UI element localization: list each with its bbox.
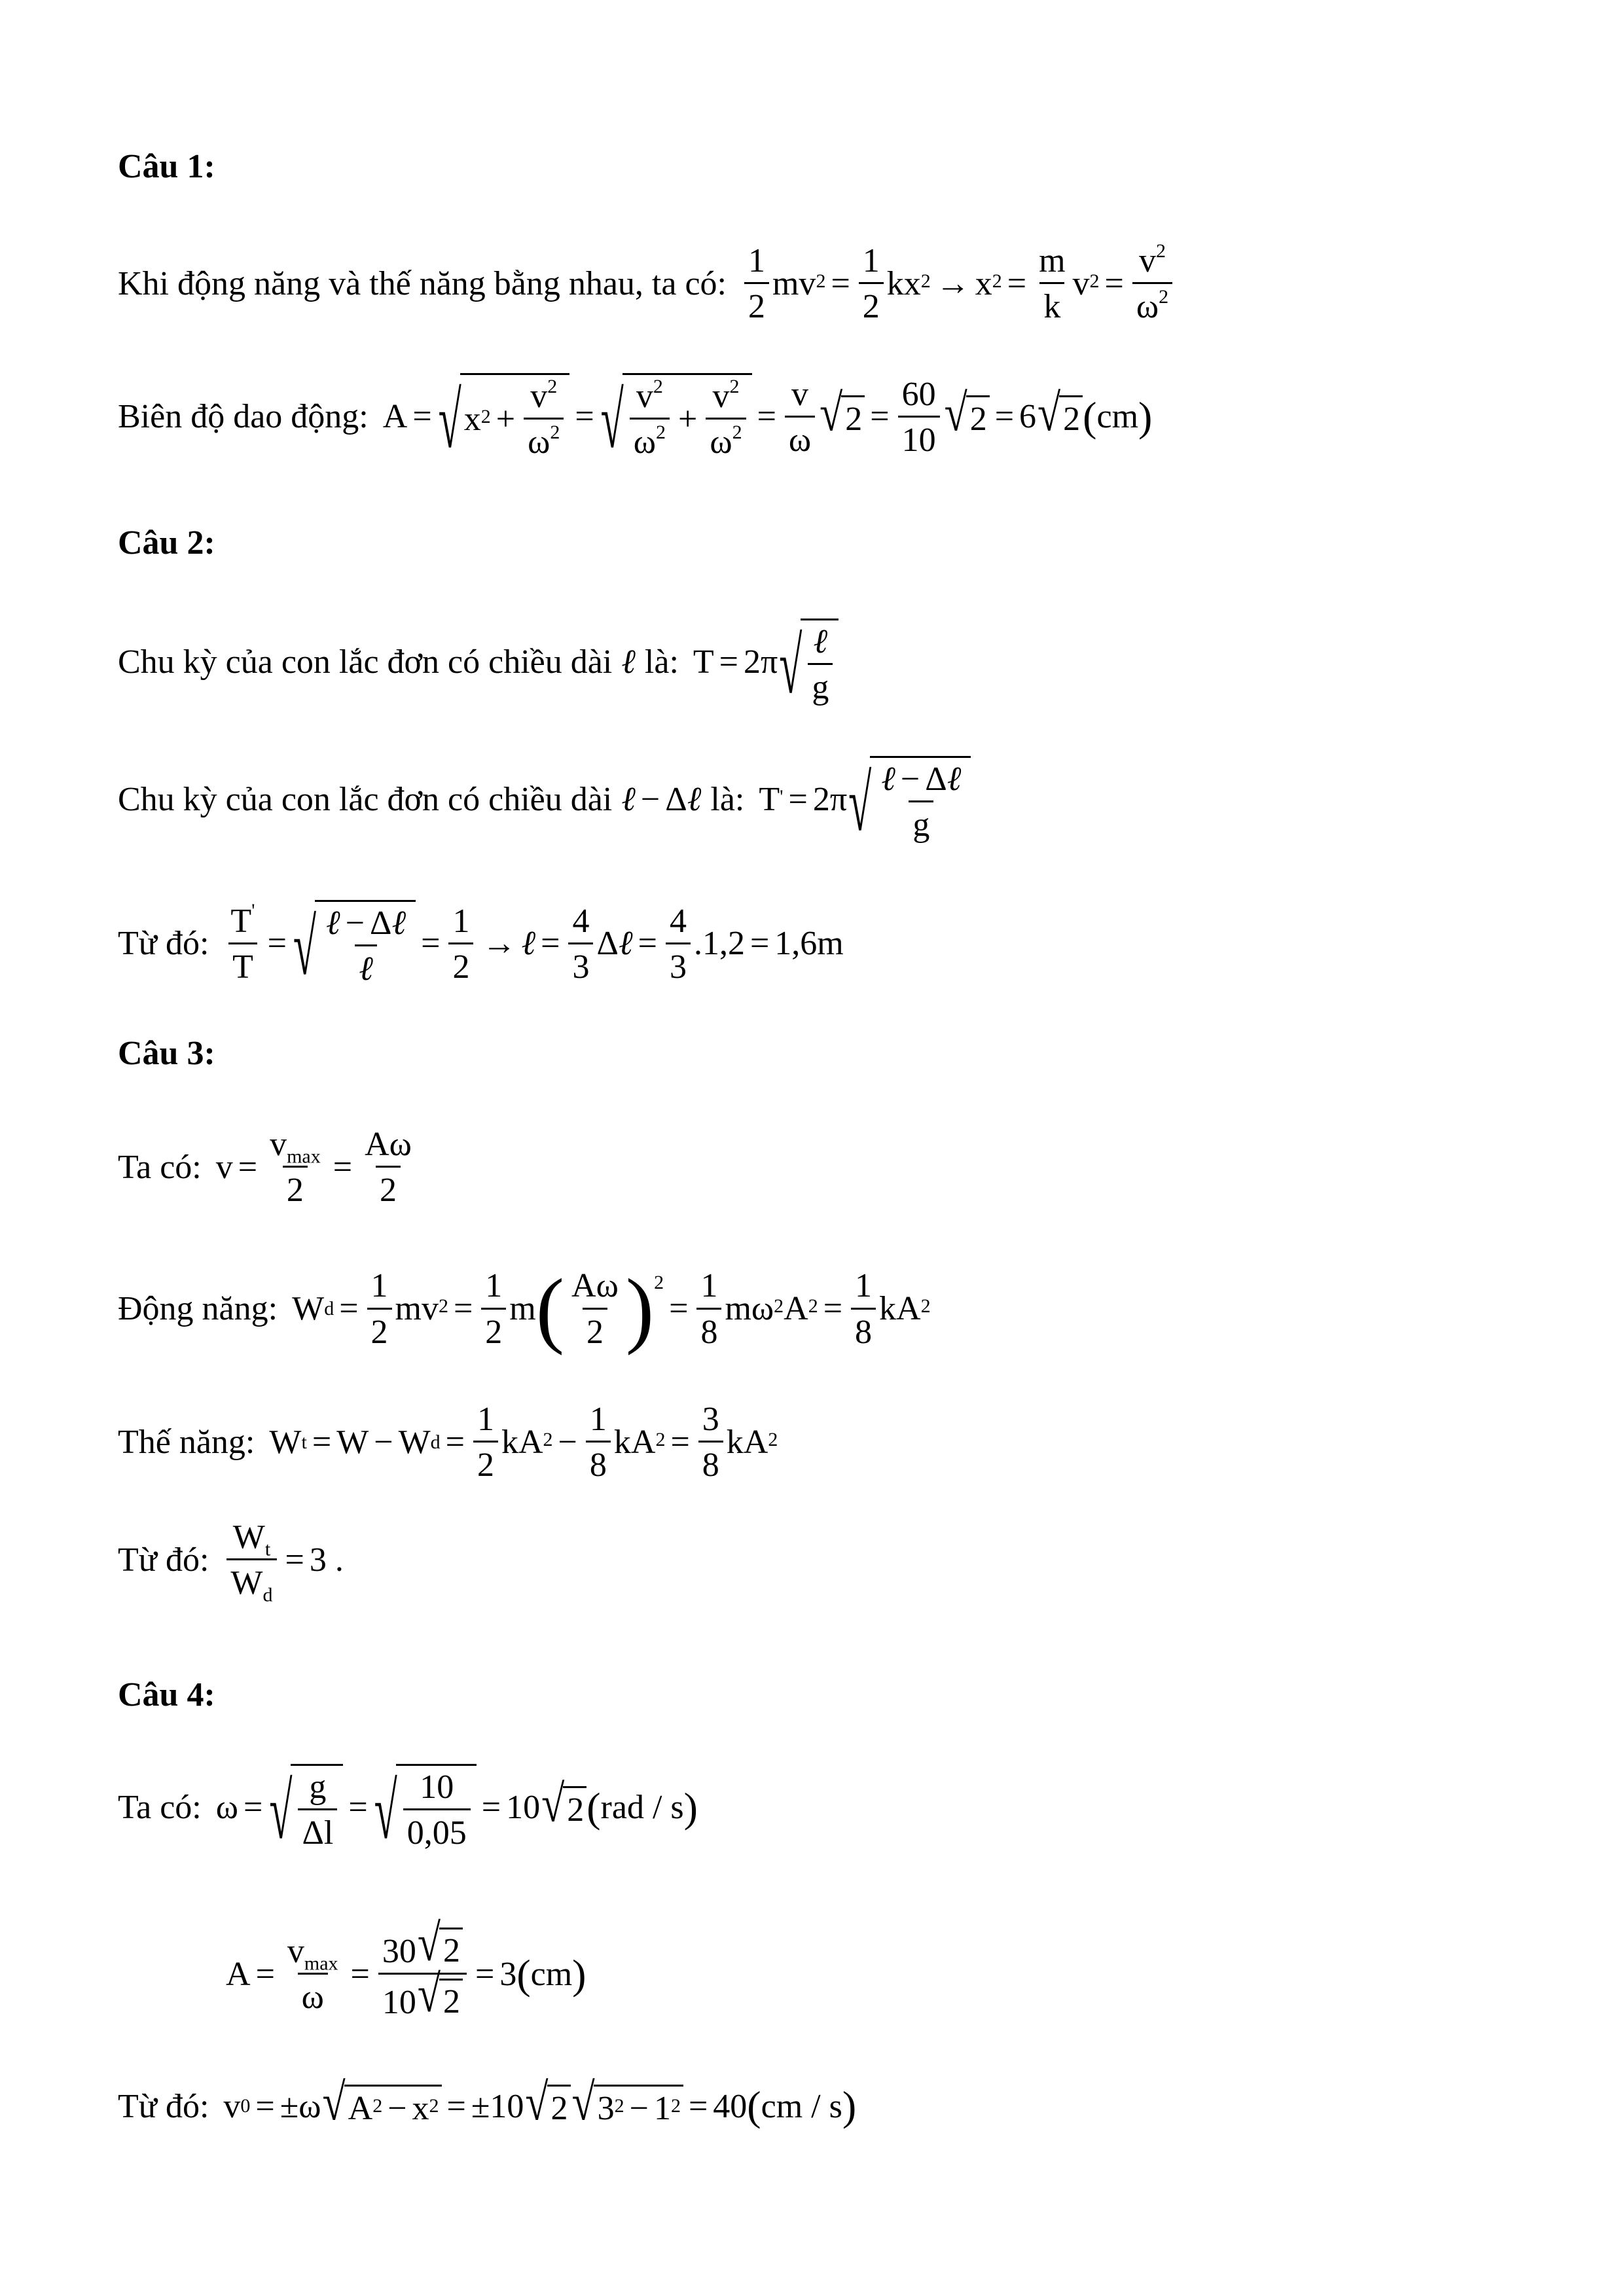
cau3-line2 — [118, 1262, 931, 1356]
cau1-line2-text: Biên độ dao động: — [118, 398, 369, 436]
cau2-period-equation: T = 2π √ $\frac{\text{ℓ}}{g}$ — [693, 619, 839, 706]
cau2-line3-text: Từ đó: — [118, 925, 209, 963]
cau4-line1 — [118, 1764, 698, 1856]
cau2-line2-suffix: là: — [710, 781, 745, 819]
cau3-potential-energy-equation: W t = W − W d = $\frac{1}{2}$ kA $^2$ − $\frac{1}{8}$ kA $^2$ = $\frac{3}{8}$ kA $^2$ — [269, 1401, 778, 1484]
cau2-line2-text: Chu kỳ của con lắc đơn có chiều dài — [118, 781, 613, 819]
cau3-line4 — [118, 1518, 344, 1606]
cau3-kinetic-energy-equation: W d = $\frac{1}{2}$ mv $^2$ = $\frac{1}{2}$ m ( $\frac{A\omega}{2}$ ) $^2$ = $\frac{1}{8}$ mω $^2$ A $^2$ = $\frac{1}{8}$ kA $^2$ — [292, 1262, 931, 1356]
cau3-line3 — [118, 1401, 778, 1484]
cau4-line3 — [118, 2072, 857, 2131]
cau2-new-period-equation: T ' = 2π √ $\frac{\text{ℓ − Δℓ}}{g}$ — [759, 756, 971, 844]
cau1-line1 — [118, 242, 1176, 325]
cau4-omega-equation: ω = √ $\frac{g}{\Delta l}$ = √ $\frac{10}{0,05}$ = 10 √ 2 ( rad / s ) — [216, 1764, 698, 1852]
cau4-amplitude-equation: A = $\frac{v_{max}}{\omega}$ = 30 √ 2 10 √ 2 = 3 ( cm ) — [226, 1914, 586, 2024]
cau2-line1-text: Chu kỳ của con lắc đơn có chiều dài — [118, 643, 613, 681]
cau2-line2: Chu kỳ của con lắc đơn có chiều dài ℓ − Δ ℓ là: T ' = 2π √ $\frac{\text{ℓ − Δℓ}}{g}$ — [118, 756, 971, 844]
cau3-velocity-equation: v = $\frac{v_{max}}{2}$ = $\frac{A\omega}{2}$ — [215, 1126, 412, 1210]
cau1-line1-text: Khi động năng và thế năng bằng nhau, ta có: — [118, 264, 727, 302]
cau4-line2 — [226, 1914, 586, 2024]
cau2-line1-suffix: là: — [644, 643, 679, 681]
cau3-line3-text: Thế năng: — [118, 1423, 255, 1461]
cau3-ratio-equation: $\frac{W_t}{W_d}$ = 3 . — [223, 1518, 343, 1602]
cau1-energy-equation: $\frac{1}{2}$ mv $^2$ = $\frac{1}{2}$ kx $^2$ → x $^2$ = $\frac{m}{k}$ v $^2$ = $\frac{v^2}{\omega^2}$ — [741, 242, 1176, 325]
cau2-line1: Chu kỳ của con lắc đơn có chiều dài ℓ là: T = 2π √ $\frac{\text{ℓ}}{g}$ — [118, 619, 839, 706]
cau1-amplitude-equation: A = √ x $^2$ + $\frac{v^2}{\omega^2}$ = √ $\frac{v^2}{\omega^2}$ + $\frac{v^2}{\omega^2}$ = $\frac{v}{\omega}$ √ 2 = $\frac{60}{10}$ √ 2 = 6 √ 2 ( cm ) — [383, 373, 1153, 461]
cau3-heading: Câu 3: — [118, 1035, 215, 1072]
cau3-line1-text: Ta có: — [118, 1148, 202, 1186]
cau2-line3 — [118, 900, 844, 992]
cau4-line1-text: Ta có: — [118, 1789, 202, 1827]
cau2-heading: Câu 2: — [118, 524, 215, 562]
cau2-result-equation: $\frac{T'}{T}$ = √ $\frac{\text{ℓ − Δℓ}}{\text{ℓ}}$ = $\frac{1}{2}$ → ℓ = $\frac{4}{3}$ Δ ℓ = $\frac{4}{3}$ .1,2 = 1,6m — [223, 900, 843, 988]
cau1-heading: Câu 1: — [118, 148, 215, 185]
cau4-v0-equation: v 0 = ±ω √ A $^2$ − x $^2$ = ±10 √ 2 √ 3 $^2$ − 1 $^2$ = 40 ( cm / s ) — [223, 2072, 857, 2131]
cau1-line2 — [118, 373, 1153, 465]
cau4-line3-text: Từ đó: — [118, 2087, 209, 2125]
cau3-line1 — [118, 1126, 419, 1209]
cau3-line4-text: Từ đó: — [118, 1541, 209, 1579]
cau4-heading: Câu 4: — [118, 1676, 215, 1713]
cau3-line2-text: Động năng: — [118, 1290, 278, 1328]
